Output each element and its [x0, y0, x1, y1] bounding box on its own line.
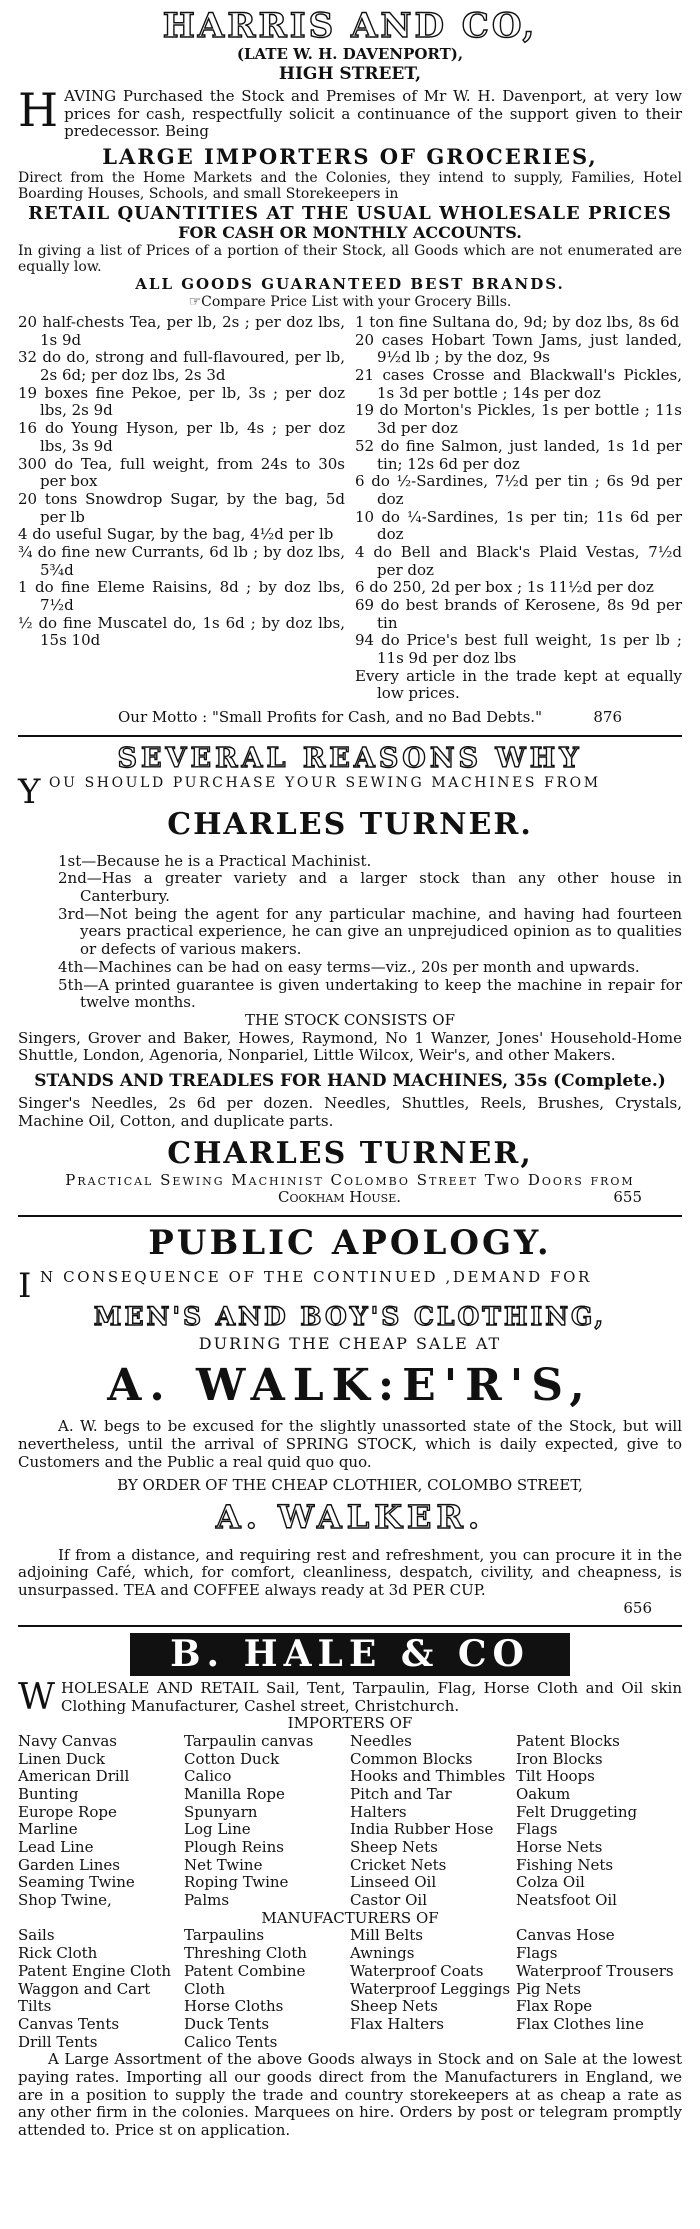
turner-subheading-text: OU SHOULD PURCHASE YOUR SEWING MACHINES FROM: [49, 774, 601, 791]
price-item: Every article in the trade kept at equally low prices.: [355, 666, 682, 703]
harris-street: HIGH STREET,: [278, 63, 422, 84]
list-item: Colza Oil: [516, 1873, 585, 1892]
list-item: Patent Engine Cloth: [18, 1961, 172, 1980]
importers-column: [516, 1733, 682, 1910]
list-item: Oakum: [516, 1784, 571, 1803]
list-item: Mill Belts: [350, 1926, 423, 1945]
price-item: 19 do Morton's Pickles, 1s per bottle ; 11s 3d per doz: [355, 401, 682, 438]
harris-intro-paragraph: [18, 82, 682, 141]
turner-ad-number: 655: [613, 1188, 642, 1207]
harris-retail-heading: RETAIL QUANTITIES AT THE USUAL WHOLESALE PRICES: [28, 202, 672, 224]
list-item: Calico Tents: [184, 2032, 278, 2051]
reason-item: 4th—Machines can be had on easy terms—viz., 20s per month and upwards.: [58, 957, 640, 976]
reason-item: 1st—Because he is a Practical Machinist.: [58, 851, 372, 870]
list-item: American Drill: [18, 1767, 130, 1786]
list-item: Pitch and Tar: [350, 1784, 452, 1803]
list-item: Sails: [18, 1926, 55, 1945]
list-item: Garden Lines: [18, 1855, 120, 1874]
list-item: Rick Cloth: [18, 1944, 98, 1963]
list-item: Common Blocks: [350, 1749, 473, 1768]
price-item: 21 cases Crosse and Blackwall's Pickles, 1s 3d per bottle ; 14s per doz: [355, 366, 682, 402]
walker-body: A. W. begs to be excused for the slightly unassorted state of the Stock, but will nevertheless, until the arrival of SPRING STOCK, which is daily expected, give to Customers and the Public a real quid quo quo.: [18, 1417, 682, 1471]
list-item: Canvas Tents: [18, 2014, 120, 2033]
reason-item: 5th—A printed guarantee is given undertaking to keep the machine in repair for twelve months.: [58, 975, 682, 1012]
turner-stock-list: Singers, Grover and Baker, Howes, Raymond, No 1 Wanzer, Jones' Household-Home Shuttle, London, Agenoria, Nonpariel, Little Wilcox, Weir's, and other Makers.: [18, 1028, 682, 1065]
list-item: Seaming Twine: [18, 1873, 135, 1892]
turner-address: Practical Sewing Machinist Colombo Street Two Doors from: [65, 1170, 635, 1189]
importers-column: [18, 1733, 184, 1910]
harris-price-column-right: [355, 314, 682, 703]
manufacturers-column: [516, 1927, 682, 2051]
importers-column: [350, 1733, 516, 1910]
importers-column: [184, 1733, 350, 1910]
list-item: Europe Rope: [18, 1802, 117, 1821]
turner-reasons: [18, 853, 682, 1012]
list-item: Sheep Nets: [350, 1997, 438, 2016]
walker-ad-number: 656: [623, 1598, 652, 1617]
hale-intro-text: HOLESALE AND RETAIL Sail, Tent, Tarpaulin, Flag, Horse Cloth and Oil skin Clothing Manufacturer, Cashel street, Christchurch.: [61, 1678, 682, 1715]
list-item: India Rubber Hose: [350, 1820, 494, 1839]
walker-consequence-text: N CONSEQUENCE OF THE CONTINUED ,DEMAND FOR: [40, 1268, 592, 1287]
list-item: Flags: [516, 1820, 558, 1839]
list-item: Pig Nets: [516, 1979, 581, 1998]
price-item: 16 do Young Hyson, per lb, 4s ; per doz lbs, 3s 9d: [18, 419, 345, 455]
list-item: Horse Cloths: [184, 1997, 284, 2016]
walker-consequence: [18, 1266, 682, 1307]
list-item: Castor Oil: [350, 1891, 428, 1910]
walker-heading: PUBLIC APOLOGY.: [148, 1223, 552, 1264]
turner-stands-line: STANDS AND TREADLES FOR HAND MACHINES, 35s (Complete.): [34, 1070, 666, 1091]
hale-manufacturers-heading: MANUFACTURERS OF: [261, 1908, 439, 1927]
harris-title: HARRIS AND CO,: [162, 6, 538, 46]
price-item: 300 do Tea, full weight, from 24s to 30s per box: [18, 454, 345, 491]
list-item: Felt Druggeting: [516, 1802, 638, 1821]
harris-price-list: [18, 314, 682, 703]
turner-subheading: [18, 771, 682, 812]
harris-intro-text: AVING Purchased the Stock and Premises of Mr W. H. Davenport, at very low prices for cash, respectfully solicit a continuance of the support given to their predecessor. Being: [64, 86, 682, 141]
list-item: Halters: [350, 1802, 407, 1821]
hale-closing: A Large Assortment of the above Goods always in Stock and on Sale at the lowest paying rates. Importing all our goods direct from the Manufacturers in England, we are in a position to supply the trade and country storekeepers at as cheap a rate as any other firm in the colonies. Marquees on hire. Orders by post or telegram promptly attended to. Price st on application.: [18, 2050, 682, 2140]
price-item: 20 tons Snowdrop Sugar, by the bag, 5d per lb: [18, 489, 345, 526]
list-item: Fishing Nets: [516, 1855, 614, 1874]
turner-needles: Singer's Needles, 2s 6d per dozen. Needles, Shuttles, Reels, Brushes, Crystals, Machine Oil, Cotton, and duplicate parts.: [18, 1094, 682, 1130]
harris-dropcap: H: [18, 82, 59, 137]
walker-distance: If from a distance, and requiring rest and refreshment, you can procure it in the adjoining Café, which, for comfort, cleanliness, despatch, civility, and cheapness, is unsurpassed. TEA and COFFEE always ready at 3d PER CUP.: [18, 1545, 682, 1599]
list-item: Waterproof Coats: [350, 1961, 484, 1980]
list-item: Tilt Hoops: [516, 1767, 595, 1786]
reason-item: 2nd—Has a greater variety and a larger stock than any other house in Canterbury.: [58, 869, 682, 906]
list-item: Waterproof Trousers: [516, 1961, 674, 1980]
list-item: Sheep Nets: [350, 1838, 438, 1857]
harris-price-column-left: [18, 314, 345, 703]
price-item: 69 do best brands of Kerosene, 8s 9d per tin: [355, 596, 682, 632]
divider: [18, 1215, 682, 1217]
list-item: Shop Twine,: [18, 1891, 112, 1910]
list-item: Cricket Nets: [350, 1855, 447, 1874]
hale-manufacturers-list: [18, 1927, 682, 2051]
divider: [18, 1625, 682, 1627]
hale-importers-heading: IMPORTERS OF: [287, 1714, 413, 1733]
harris-advertisement: [18, 6, 682, 727]
list-item: Threshing Cloth: [184, 1944, 307, 1963]
list-item: Palms: [184, 1891, 230, 1910]
list-item: Flax Rope: [516, 1997, 593, 2016]
manufacturers-column: [184, 1927, 350, 2051]
price-item: 20 half-chests Tea, per lb, 2s ; per doz lbs, 1s 9d: [18, 313, 345, 349]
price-item: ¾ do fine new Currants, 6d lb ; by doz lbs, 5¾d: [18, 542, 345, 579]
hale-heading: B. HALE & CO: [130, 1633, 570, 1675]
price-item: 6 do ½-Sardines, 7½d per tin ; 6s 9d per doz: [355, 472, 682, 508]
harris-cash-heading: FOR CASH OR MONTHLY ACCOUNTS.: [178, 222, 522, 242]
price-item: 94 do Price's best full weight, 1s per lb ; 11s 9d per doz lbs: [355, 631, 682, 668]
list-item: Patent Blocks: [516, 1731, 620, 1750]
price-item: 1 do fine Eleme Raisins, 8d ; by doz lbs, 7½d: [18, 578, 345, 615]
price-item: 4 do useful Sugar, by the bag, 4½d per lb: [18, 525, 334, 544]
list-item: Iron Blocks: [516, 1749, 603, 1768]
list-item: Log Line: [184, 1820, 251, 1839]
reason-item: 3rd—Not being the agent for any particular machine, and having had fourteen years practical experience, he can give an unprejudiced opinion as to qualities or defects of various makers.: [58, 904, 682, 959]
list-item: Linen Duck: [18, 1749, 105, 1768]
list-item: Hooks and Thimbles: [350, 1767, 506, 1786]
list-item: Tarpaulin canvas: [184, 1731, 314, 1750]
harris-motto: Our Motto : "Small Profits for Cash, and no Bad Debts.": [118, 708, 542, 727]
walker-name-footer: A. WALKER.: [215, 1497, 485, 1536]
walker-dropcap: I: [18, 1266, 35, 1307]
walker-clothing: MEN'S AND BOY'S CLOTHING,: [93, 1301, 607, 1331]
list-item: Roping Twine: [184, 1873, 289, 1892]
list-item: Duck Tents: [184, 2014, 270, 2033]
harris-late-line: (LATE W. H. DAVENPORT),: [236, 45, 464, 64]
list-item: Flax Clothes line: [516, 2014, 644, 2033]
walker-advertisement: [18, 1223, 682, 1617]
turner-name: CHARLES TURNER.: [167, 807, 533, 843]
list-item: Awnings: [350, 1944, 415, 1963]
harris-note: In giving a list of Prices of a portion of their Stock, all Goods which are not enumerated are equally low.: [18, 242, 682, 276]
list-item: Plough Reins: [184, 1838, 284, 1857]
manufacturers-column: [350, 1927, 516, 2051]
hale-importers-list: [18, 1733, 682, 1910]
list-item: Marline: [18, 1820, 78, 1839]
list-item: Bunting: [18, 1784, 79, 1803]
list-item: Flags: [516, 1944, 558, 1963]
turner-name-footer: CHARLES TURNER,: [167, 1136, 533, 1172]
hale-advertisement: [18, 1633, 682, 2139]
divider: [18, 735, 682, 737]
hale-dropcap: W: [18, 1676, 56, 1718]
harris-direct-text: Direct from the Home Markets and the Colonies, they intend to supply, Families, Hotel Boarding Houses, Schools, and small Storekeepers in: [18, 169, 682, 203]
harris-footer: [18, 709, 682, 727]
price-item: 20 cases Hobart Town Jams, just landed, 9½d lb ; by the doz, 9s: [355, 330, 682, 367]
harris-ad-number: 876: [593, 708, 622, 727]
list-item: Needles: [350, 1731, 412, 1750]
list-item: Patent Combine Cloth: [184, 1961, 306, 1998]
turner-address-end: [18, 1189, 682, 1207]
walker-name: A. WALK:E'R'S,: [107, 1360, 593, 1412]
harris-compare-note: ☞Compare Price List with your Grocery Bills.: [188, 293, 512, 310]
hale-intro: [18, 1676, 682, 1718]
price-item: 6 do 250, 2d per box ; 1s 11½d per doz: [355, 578, 654, 597]
harris-large-importers: LARGE IMPORTERS OF GROCERIES,: [102, 143, 598, 169]
list-item: Net Twine: [184, 1855, 263, 1874]
price-item: 1 ton fine Sultana do, 9d; by doz lbs, 8s 6d: [355, 313, 680, 332]
list-item: Tarpaulins: [184, 1926, 265, 1945]
list-item: Spunyarn: [184, 1802, 258, 1821]
list-item: Navy Canvas: [18, 1731, 117, 1750]
walker-during: DURING THE CHEAP SALE AT: [198, 1334, 502, 1354]
list-item: Linseed Oil: [350, 1873, 437, 1892]
price-item: 32 do do, strong and full-flavoured, per lb, 2s 6d; per doz lbs, 2s 3d: [18, 348, 345, 385]
price-item: 10 do ¼-Sardines, 1s per tin; 11s 6d per doz: [355, 507, 682, 544]
list-item: Horse Nets: [516, 1838, 603, 1857]
list-item: Drill Tents: [18, 2032, 98, 2051]
list-item: Waggon and Cart Tilts: [18, 1979, 151, 2016]
list-item: Flax Halters: [350, 2014, 444, 2033]
price-item: 19 boxes fine Pekoe, per lb, 3s ; per doz lbs, 2s 9d: [18, 383, 345, 420]
manufacturers-column: [18, 1927, 184, 2051]
list-item: Manilla Rope: [184, 1784, 285, 1803]
list-item: Cotton Duck: [184, 1749, 280, 1768]
price-item: 52 do fine Salmon, just landed, 1s 1d per tin; 12s 6d per doz: [355, 436, 682, 473]
turner-dropcap: Y: [18, 771, 44, 812]
turner-stock-heading: THE STOCK CONSISTS OF: [245, 1010, 455, 1029]
turner-advertisement: [18, 743, 682, 1207]
turner-cookham: Cookham House.: [278, 1188, 402, 1207]
price-item: ½ do fine Muscatel do, 1s 6d ; by doz lbs, 15s 10d: [18, 613, 345, 650]
turner-heading: SEVERAL REASONS WHY: [117, 742, 583, 774]
hale-heading-wrap: [18, 1633, 682, 1675]
list-item: Calico: [184, 1767, 232, 1786]
list-item: Neatsfoot Oil: [516, 1891, 617, 1910]
price-item: 4 do Bell and Black's Plaid Vestas, 7½d per doz: [355, 542, 682, 579]
list-item: Canvas Hose: [516, 1926, 615, 1945]
list-item: Lead Line: [18, 1838, 94, 1857]
list-item: Waterproof Leggings: [350, 1979, 511, 1998]
harris-guaranteed: ALL GOODS GUARANTEED BEST BRANDS.: [135, 274, 565, 293]
walker-order: BY ORDER OF THE CHEAP CLOTHIER, COLOMBO STREET,: [117, 1476, 583, 1495]
